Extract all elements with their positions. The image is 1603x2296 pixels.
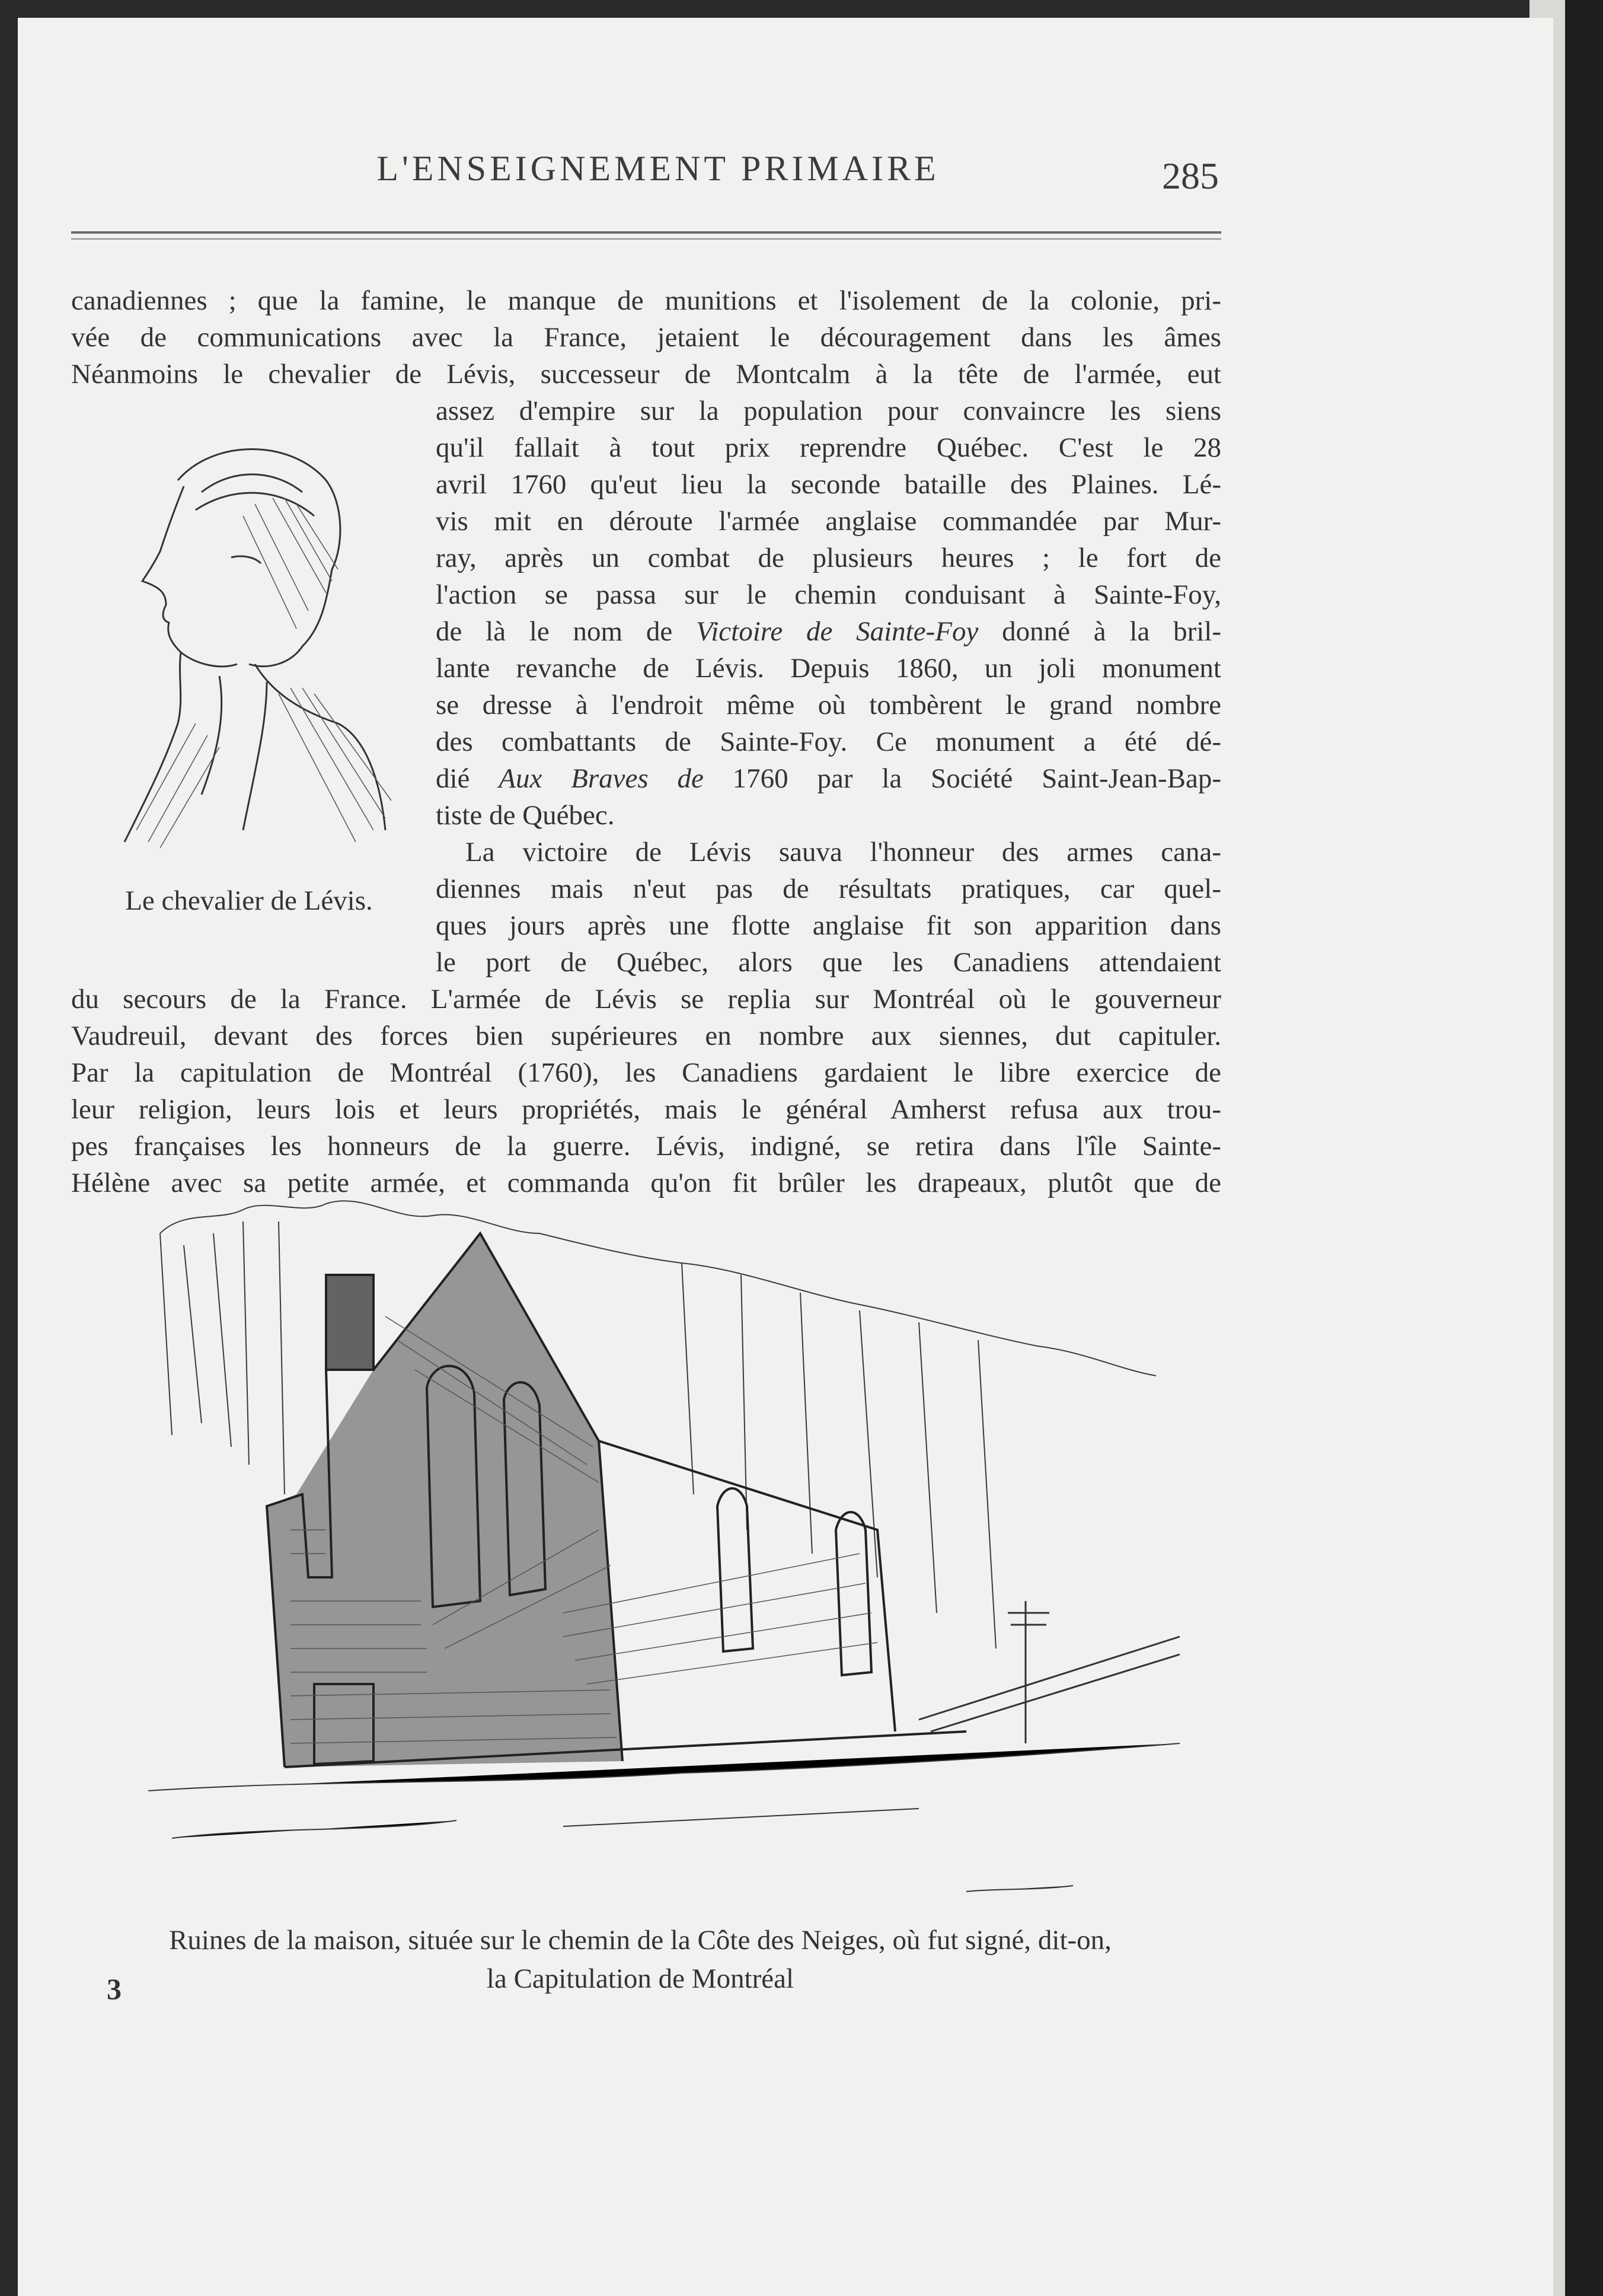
text-line: qu'il fallait à tout prix reprendre Québec. C'est le 28	[436, 432, 1221, 463]
text-line: Néanmoins le chevalier de Lévis, successeur de Montcalm à la tête de l'armée, eut	[71, 359, 1221, 390]
book-page	[18, 18, 1553, 2296]
text-line: se dresse à l'endroit même où tombèrent le grand nombre	[436, 690, 1221, 720]
text-line: l'action se passa sur le chemin conduisant à Sainte-Foy,	[436, 579, 1221, 610]
ruins-caption-line2: la Capitulation de Montréal	[486, 1963, 794, 1994]
text-line: ray, après un combat de plusieurs heures ; le fort de	[436, 543, 1221, 573]
page-number: 285	[1162, 155, 1219, 197]
text-line: canadiennes ; que la famine, le manque de munitions et l'isolement de la colonie, pri-	[71, 285, 1221, 316]
text-line: Hélène avec sa petite armée, et commanda qu'on fit brûler les drapeaux, plutôt que de	[71, 1168, 1221, 1198]
ruins-caption-line1: Ruines de la maison, située sur le chemin de la Côte des Neiges, où fut signé, dit-on,	[169, 1925, 1112, 1956]
header-rule	[71, 231, 1221, 234]
text-line: leur religion, leurs lois et leurs propriétés, mais le général Amherst refusa aux trou-	[71, 1094, 1221, 1125]
text-line: tiste de Québec.	[436, 800, 615, 831]
running-title: L'ENSEIGNEMENT PRIMAIRE	[376, 149, 940, 188]
text-line: le port de Québec, alors que les Canadiens attendaient	[436, 947, 1221, 978]
text-line: Par la capitulation de Montréal (1760), les Canadiens gardaient le libre exercice de	[71, 1057, 1221, 1088]
portrait-caption: Le chevalier de Lévis.	[125, 885, 373, 916]
text-line: dié Aux Braves de 1760 par la Société Saint-Jean-Bap-	[436, 763, 1222, 794]
signature-mark: 3	[107, 1972, 122, 2005]
text-line: de là le nom de Victoire de Sainte-Foy donné à la bril-	[436, 616, 1222, 647]
header-rule-thin	[71, 238, 1221, 240]
text-line: Vaudreuil, devant des forces bien supérieures en nombre aux siennes, dut capituler.	[71, 1021, 1221, 1051]
text-line: ques jours après une flotte anglaise fit son apparition dans	[436, 910, 1221, 941]
text-line: avril 1760 qu'eut lieu la seconde bataille des Plaines. Lé-	[436, 469, 1221, 500]
text-line: pes françaises les honneurs de la guerre. Lévis, indigné, se retira dans l'île Sainte-	[71, 1131, 1221, 1162]
text-line: La victoire de Lévis sauva l'honneur des armes cana-	[465, 837, 1221, 868]
text-line: diennes mais n'eut pas de résultats pratiques, car quel-	[436, 873, 1221, 904]
text-line: vée de communications avec la France, jetaient le découragement dans les âmes	[71, 322, 1221, 353]
text-line: des combattants de Sainte-Foy. Ce monument a été dé-	[436, 726, 1221, 757]
portrait-engraving	[77, 415, 409, 884]
ruins-engraving	[148, 1198, 1192, 1909]
text-line: assez d'empire sur la population pour convaincre les siens	[436, 396, 1221, 426]
scan-background	[1565, 0, 1603, 2296]
text-line: du secours de la France. L'armée de Lévis se replia sur Montréal où le gouverneur	[71, 984, 1221, 1015]
text-line: lante revanche de Lévis. Depuis 1860, un joli monument	[436, 653, 1221, 684]
text-line: vis mit en déroute l'armée anglaise commandée par Mur-	[436, 506, 1221, 537]
